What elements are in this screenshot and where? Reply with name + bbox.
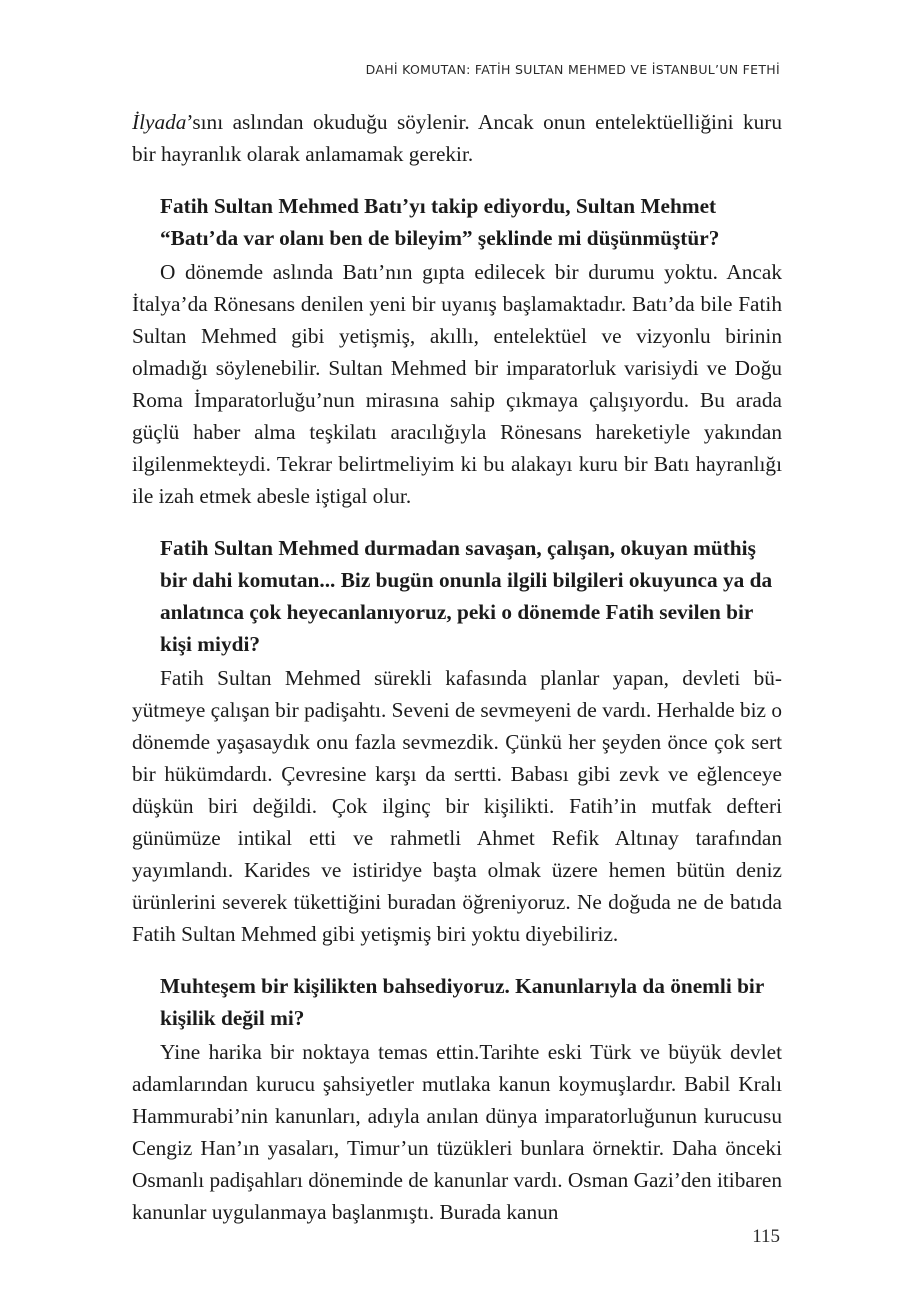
interview-question-3: Muhteşem bir kişilikten bahsediyoruz. Kanunlarıyla da önemli bir kişilik değil mi? (160, 974, 764, 1030)
page-number: 115 (752, 1226, 780, 1247)
running-head: DAHİ KOMUTAN: FATİH SULTAN MEHMED VE İSTANBUL’UN FETHİ (365, 62, 780, 77)
answer-paragraph-1: O dönemde aslında Batı’nın gıpta edilecek bir durumu yoktu. Ancak İtalya’da Rönesans denilen yeni bir uyanış başlamaktadır. Batı’da bile Fatih Sultan Mehmed gibi yetişmiş, akıllı, entelektüel ve vizyonlu birinin olmadığı söylenebilir. Sultan Mehmed bir imparatorluk varisiydi ve Doğu Roma İmparatorluğu’nun mirasına sahip çıkmaya çalışıyordu. Bu arada güçlü haber alma teşkilatı aracılığıyla Rönesans hareketiyle yakından ilgilenmekteydi. Tekrar belirtmeliyim ki bu alakayı kuru bir Batı hayranlığı ile izah etmek abesle iştigal olur. (132, 260, 782, 508)
page-body (132, 106, 782, 1228)
interview-question-2: Fatih Sultan Mehmed durmadan savaşan, çalışan, okuyan müthiş bir dahi komutan... Biz bugün onunla ilgili bilgileri okuyunca ya da anlatınca çok heyecanlanıyoruz, peki o dönemde Fatih sevilen bir kişi miydi? (160, 536, 773, 656)
paragraph-intro (132, 106, 782, 170)
answer-paragraph-2: Fatih Sultan Mehmed sürekli kafasında planlar yapan, devleti büyütmeye çalışan bir padişahtı. Seveni de sevmeyeni de vardı. Herhalde biz o dönemde yaşasaydık onu fazla sevmezdik. Çünkü her şeyden önce çok sert bir hükümdardı. Çevresine karşı da sertti. Babası gibi zevk ve eğlenceye düşkün biri değildi. Çok ilginç bir kişilikti. Fatih’in mutfak defteri günümüze intikal etti ve rahmetli Ahmet Refik Altınay tarafından yayımlandı. Karides ve istiridye başta olmak üzere hemen bütün deniz ürünlerini severek tükettiğini buradan öğreniyoruz. Ne doğuda ne de batıda Fatih Sultan Mehmed gibi yetişmiş biri yoktu diyebiliriz. (132, 666, 782, 946)
book-title-italic: İlyada (132, 110, 187, 134)
paragraph-intro-text: ’sını aslından okuduğu söylenir. Ancak onun entelektüelliğini kuru bir hayranlık olarak anlamamak gerekir. (132, 110, 782, 166)
answer-paragraph-3: Yine harika bir noktaya temas ettin.Tarihte eski Türk ve büyük devlet adamlarından kurucu şahsiyetler mutlaka kanun koymuşlardır. Babil Kralı Hammurabi’nin kanunları, adıyla anılan dünya imparatorluğunun kurucusu Cengiz Han’ın yasaları, Timur’un tüzükleri bunlara örnektir. Daha önceki Osmanlı padişahları döneminde de kanunlar vardı. Osman Gazi’den itibaren kanunlar uygulanmaya başlanmıştı. Burada kanun (132, 1040, 782, 1224)
interview-question-1: Fatih Sultan Mehmed Batı’yı takip ediyordu, Sultan Mehmet “Batı’da var olanı ben de bileyim” şeklinde mi düşünmüştür? (160, 194, 720, 250)
